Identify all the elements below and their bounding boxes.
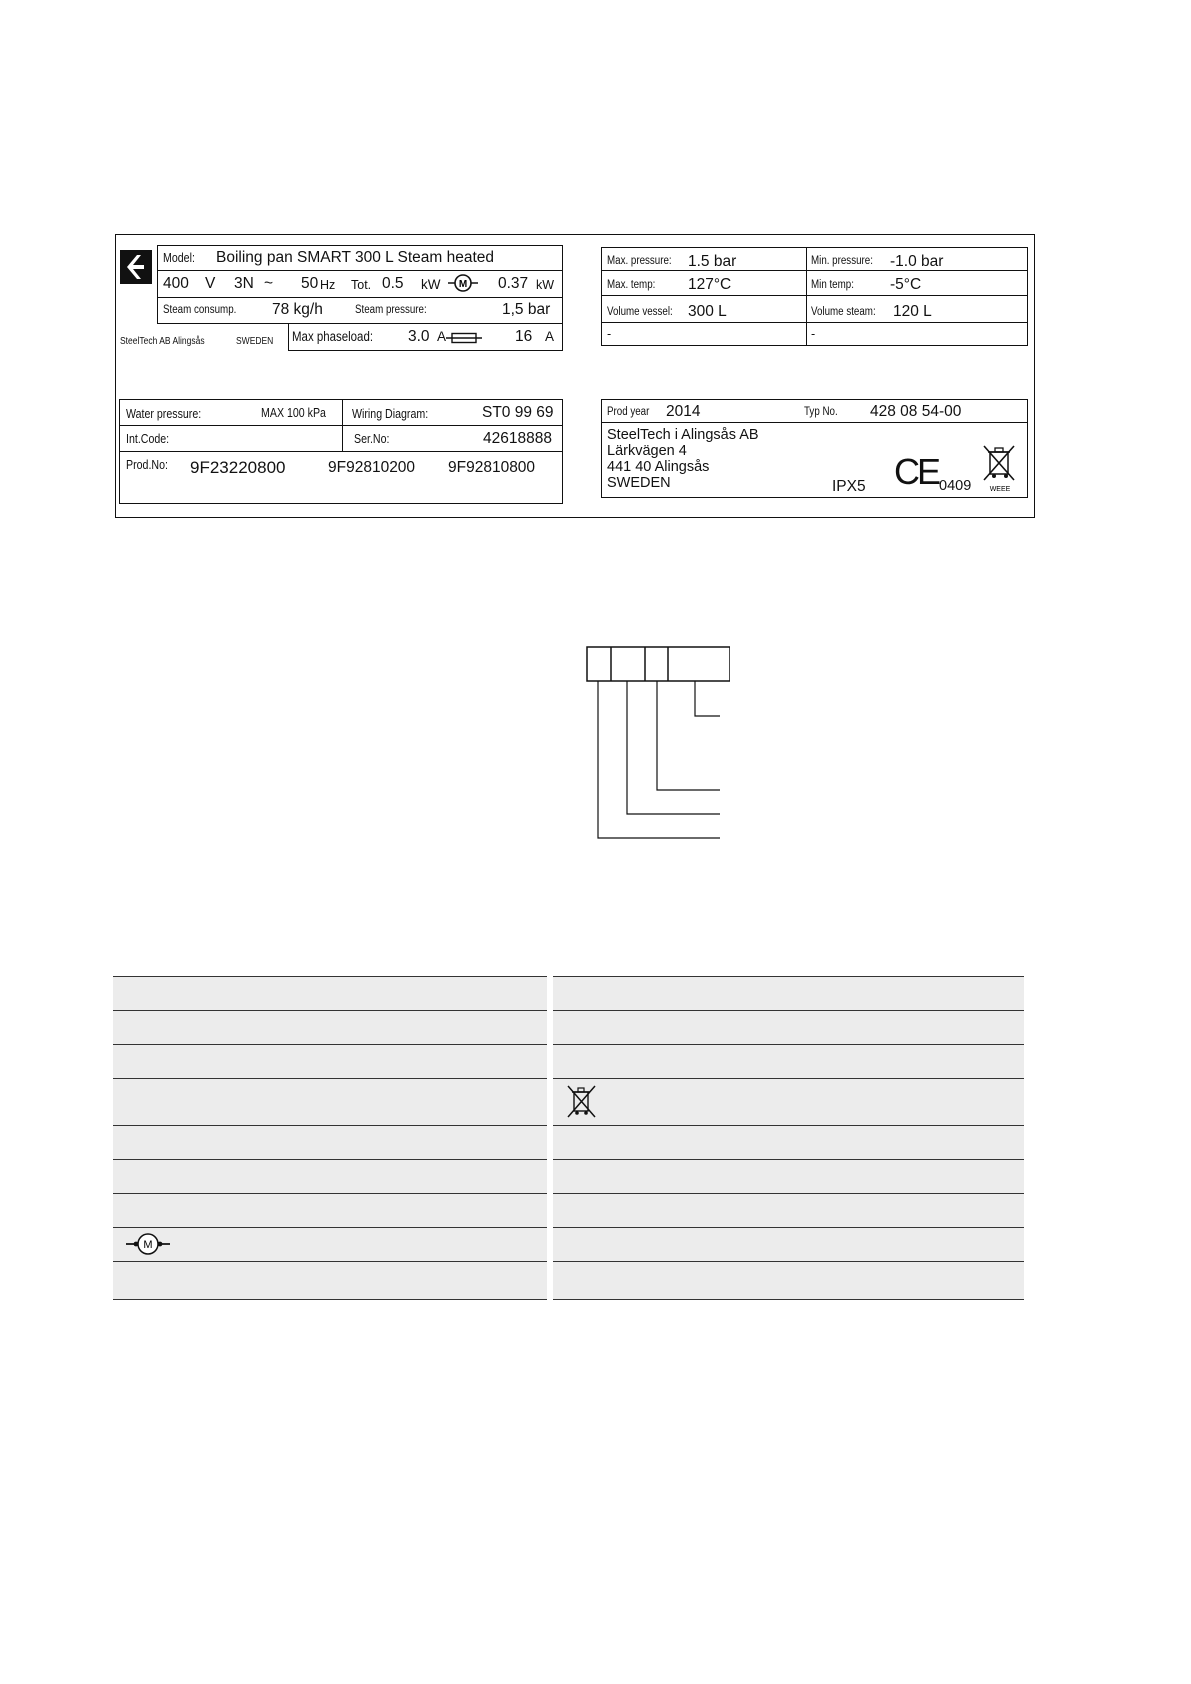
- max-pressure-label: Max. pressure:: [607, 255, 672, 267]
- water-pressure-label: Water pressure:: [126, 407, 202, 421]
- ce-mark-icon: CE: [894, 451, 939, 492]
- model-label: Model:: [163, 251, 195, 265]
- steam-pressure-label: Steam pressure:: [355, 304, 427, 316]
- notified-body-number: 0409: [939, 478, 972, 494]
- model-value: Boiling pan SMART 300 L Steam heated: [216, 249, 495, 266]
- fuse-unit: A: [545, 329, 555, 344]
- max-pressure-value: 1.5 bar: [688, 253, 737, 270]
- max-phaseload-label: Max phaseload:: [292, 329, 374, 344]
- water-pressure-value: MAX 100 kPa: [261, 406, 326, 420]
- volume-steam-label: Volume steam:: [811, 306, 876, 318]
- tot-value: 0.5: [382, 275, 404, 292]
- weee-bin-icon: [980, 444, 1020, 494]
- prod-no-2: 9F92810200: [328, 459, 416, 476]
- steam-pressure-value: 1,5 bar: [502, 301, 551, 318]
- country-short: SWEDEN: [236, 336, 274, 347]
- prod-year-label: Prod year: [607, 406, 650, 418]
- tilde: ~: [264, 275, 274, 292]
- volume-steam-value: 120 L: [893, 303, 932, 320]
- steam-consump-label: Steam consump.: [163, 304, 237, 316]
- wiring-diagram-label: Wiring Diagram:: [352, 407, 429, 421]
- max-temp-value: 127°C: [688, 276, 732, 293]
- phase-value: 3N: [234, 275, 254, 292]
- min-pressure-value: -1.0 bar: [890, 253, 944, 270]
- frequency-value: 50: [301, 275, 319, 292]
- typ-no-label: Typ No.: [804, 406, 838, 418]
- wiring-diagram-value: ST0 99 69: [482, 404, 554, 421]
- motor-icon: [124, 1232, 172, 1256]
- frequency-unit: Hz: [320, 278, 336, 292]
- code-structure-diagram: [580, 645, 730, 845]
- address-line-2: Lärkvägen 4: [607, 443, 687, 459]
- voltage-value: 400: [163, 275, 189, 292]
- address-line-1: SteelTech i Alingsås AB: [607, 427, 759, 443]
- voltage-unit: V: [205, 275, 216, 292]
- empty-field-1: -: [607, 327, 612, 341]
- motor-icon: [448, 273, 478, 293]
- svg-text:WEEE: WEEE: [989, 486, 1011, 493]
- fuse-icon: [446, 332, 482, 344]
- manufacturer-short: SteelTech AB Alingsås: [120, 336, 205, 347]
- max-temp-label: Max. temp:: [607, 279, 656, 291]
- electrolux-logo-icon: [120, 250, 152, 284]
- tot-label: Tot.: [351, 278, 372, 292]
- int-code-label: Int.Code:: [126, 432, 170, 446]
- volume-vessel-label: Volume vessel:: [607, 306, 673, 318]
- ip-rating: IPX5: [832, 478, 866, 495]
- tot-unit: kW: [421, 277, 441, 292]
- fuse-value: 16: [515, 328, 533, 345]
- steam-consump-value: 78 kg/h: [272, 301, 323, 318]
- weee-bin-icon: [565, 1083, 599, 1121]
- svg-text:M: M: [143, 1239, 153, 1251]
- typ-no-value: 428 08 54-00: [870, 403, 962, 420]
- address-line-4: SWEDEN: [607, 475, 671, 491]
- ser-no-label: Ser.No:: [354, 432, 390, 446]
- motor-value: 0.37: [498, 275, 529, 292]
- ser-no-value: 42618888: [483, 430, 552, 447]
- svg-text:M: M: [458, 279, 468, 290]
- min-temp-value: -5°C: [890, 276, 922, 293]
- prod-year-value: 2014: [666, 403, 701, 420]
- min-temp-label: Min temp:: [811, 279, 854, 291]
- prod-no-3: 9F92810800: [448, 459, 536, 476]
- empty-field-2: -: [811, 327, 816, 341]
- max-phaseload-value: 3.0: [408, 328, 430, 345]
- prod-no-1: 9F23220800: [190, 458, 286, 477]
- motor-unit: kW: [536, 278, 555, 292]
- address-line-3: 441 40 Alingsås: [607, 459, 710, 475]
- volume-vessel-value: 300 L: [688, 303, 727, 320]
- min-pressure-label: Min. pressure:: [811, 255, 873, 267]
- max-phaseload-unit: A: [437, 329, 447, 344]
- prod-no-label: Prod.No:: [126, 458, 168, 472]
